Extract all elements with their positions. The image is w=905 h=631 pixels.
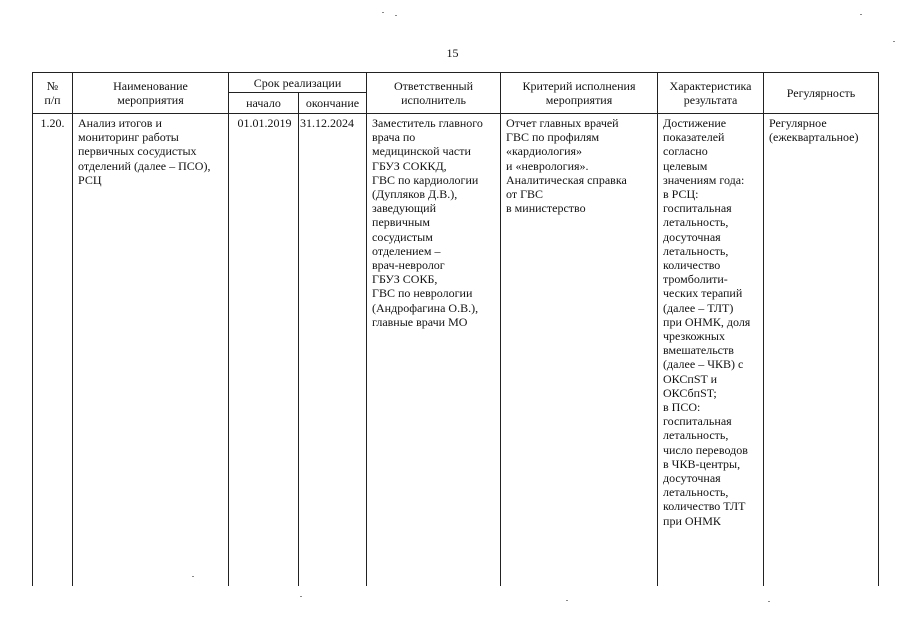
activity-plan-table xyxy=(32,72,879,586)
scan-speck xyxy=(192,576,194,577)
page-number: 15 xyxy=(446,46,459,60)
header-number: № п/п xyxy=(33,73,73,114)
header-regularity: Регулярность xyxy=(764,73,879,114)
header-end-date: окончание xyxy=(299,93,367,114)
table-row xyxy=(33,114,879,587)
cell-criterion: Отчет главных врачей ГВС по профилям «кардиология» и «неврология». Аналитическая справка от ГВС в министерство xyxy=(501,114,658,587)
header-implementation-period: Срок реализации xyxy=(229,73,367,93)
scan-speck xyxy=(300,596,302,597)
cell-regularity: Регулярное (ежеквартальное) xyxy=(764,114,879,587)
header-responsible: Ответственный исполнитель xyxy=(367,73,501,114)
header-criterion: Критерий исполнения мероприятия xyxy=(501,73,658,114)
header-start-date: начало xyxy=(229,93,299,114)
cell-end-date: 31.12.2024 xyxy=(299,114,367,587)
scan-speck xyxy=(382,12,384,13)
header-activity-name: Наименование мероприятия xyxy=(73,73,229,114)
header-result: Характеристика результата xyxy=(658,73,764,114)
scan-speck xyxy=(768,601,770,602)
scan-speck xyxy=(395,15,397,16)
cell-result: Достижение показателей согласно целевым значениям года: в РСЦ: госпитальная летальность, досуточная летальность, количество тромболити- ческих терапий (далее – ТЛТ) при ОНМК, доля чрезкожных вмешательств (далее – ЧКВ) с ОКСпST и ОКСбпST; в ПСО: госпитальная летальность, число переводов в ЧКВ-центры, досуточная летальность, количество ТЛТ при ОНМК xyxy=(658,114,764,587)
cell-activity-name: Анализ итогов и мониторинг работы первичных сосудистых отделений (далее – ПСО), РСЦ xyxy=(73,114,229,587)
cell-start-date: 01.01.2019 xyxy=(229,114,299,587)
scan-speck xyxy=(893,41,895,42)
cell-responsible: Заместитель главного врача по медицинской части ГБУЗ СОККД, ГВС по кардиологии (Дупляков Д.В.), заведующий первичным сосудистым отделением – врач-невролог ГБУЗ СОКБ, ГВС по неврологии (Андрофагина О.В.), главные врачи МО xyxy=(367,114,501,587)
cell-number: 1.20. xyxy=(33,114,73,587)
scan-speck xyxy=(860,14,862,15)
scan-speck xyxy=(566,600,568,601)
